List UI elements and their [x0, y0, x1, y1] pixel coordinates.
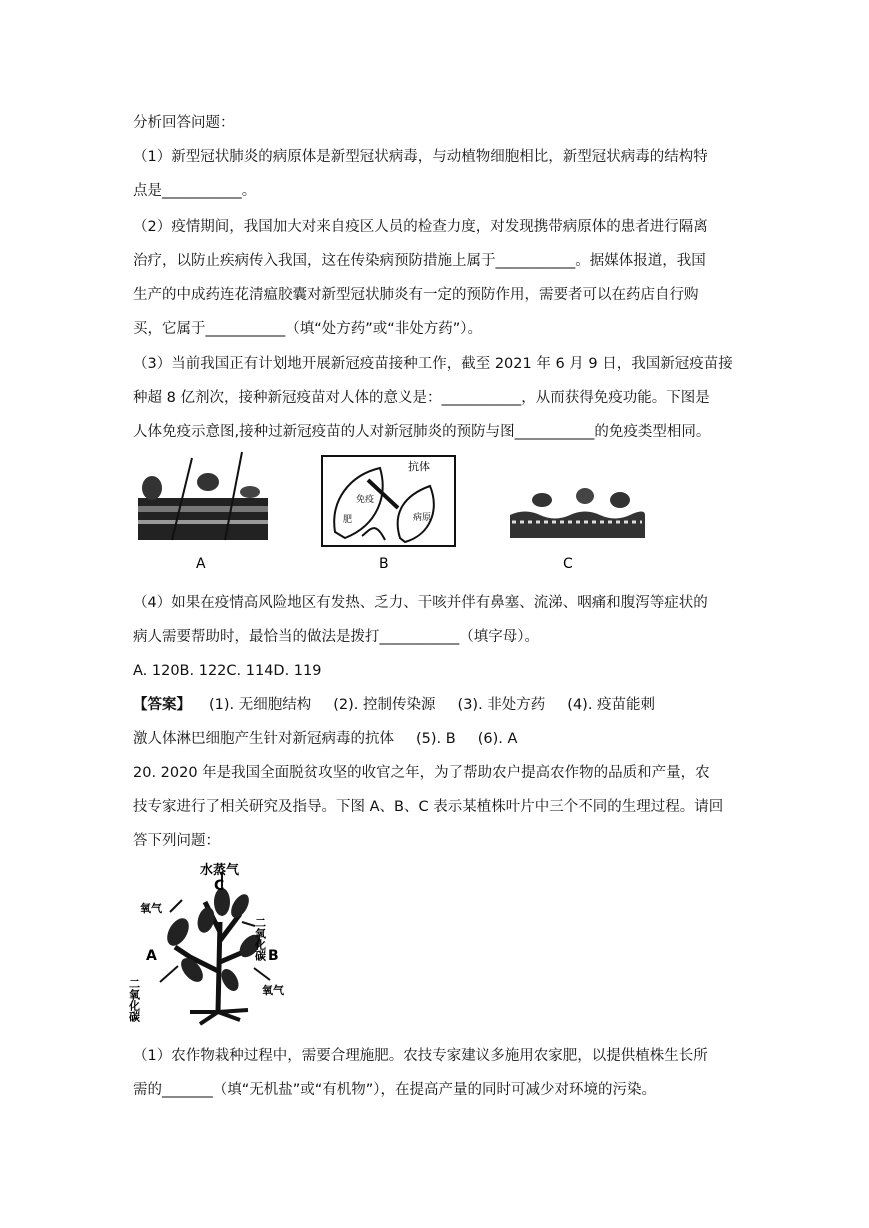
question-3-line-1: （3）当前我国正有计划地开展新冠疫苗接种工作，截至 2021 年 6 月 9 日，我国新冠疫苗接	[133, 356, 733, 372]
process-b-label: B	[268, 948, 279, 964]
answer-item-1: (1). 无细胞结构	[209, 697, 312, 713]
oxygen-label-right: 氧气	[262, 984, 284, 997]
water-vapor-label: 水蒸气	[200, 863, 240, 878]
answer-item-4-continued: 激人体淋巴细胞产生针对新冠病毒的抗体	[133, 731, 394, 747]
answer-line-1	[133, 695, 655, 715]
answer-item-3: (3). 非处方药	[457, 697, 546, 713]
figure-label-b: B	[379, 556, 389, 572]
question-1-line-1: （1）新型冠状肺炎的病原体是新型冠状病毒，与动植物细胞相比，新型冠状病毒的结构特	[133, 149, 708, 165]
answer-item-2: (2). 控制传染源	[333, 697, 436, 713]
process-a-label: A	[146, 948, 157, 964]
plant-figure	[127, 862, 300, 1032]
question-2-line-1: （2）疫情期间，我国加大对来自疫区人员的检查力度，对发现携带病原体的患者进行隔离	[133, 219, 708, 235]
answer-item-5: (5). B	[416, 731, 456, 747]
figure-c-mucosa-illustration	[510, 488, 645, 538]
figure-label-a: A	[196, 556, 206, 572]
question-2-line-3: 生产的中成药连花清瘟胶囊对新型冠状肺炎有一定的预防作用，需要者可以在药店自行购	[133, 287, 699, 303]
question-20-line-2: 技专家进行了相关研究及指导。下图 A、B、C 表示某植株叶片中三个不同的生理过程。请回	[133, 799, 724, 815]
figure-b-antibody-label: 抗体	[408, 460, 430, 473]
figure-b-antibody-illustration	[322, 456, 455, 546]
question-20-line-3: 答下列问题：	[133, 833, 220, 849]
intro-text: 分析回答问题：	[133, 115, 235, 131]
answer-label: 【答案】	[133, 697, 191, 713]
answer-item-6: (6). A	[477, 731, 518, 747]
question-4-options: A. 120B. 122C. 114D. 119	[133, 663, 322, 679]
process-c-label: C	[214, 878, 225, 894]
question-2-line-4: 买，它属于___________（填“处方药”或“非处方药”）。	[133, 321, 483, 337]
question-20-1-line-1: （1）农作物栽种过程中，需要合理施肥。农技专家建议多施用农家肥，以提供植株生长所	[133, 1048, 708, 1064]
figure-label-c: C	[563, 556, 573, 572]
question-20-1-line-2: 需的_______（填“无机盐”或“有机物”），在提高产量的同时可减少对环境的污染。	[133, 1082, 657, 1098]
question-4-line-1: （4）如果在疫情高风险地区有发热、乏力、干咳并伴有鼻塞、流涕、咽痛和腹泻等症状的	[133, 595, 708, 611]
figure-b-pathogen-label: 病原	[413, 513, 432, 523]
answer-line-2	[133, 729, 539, 749]
question-2-line-2: 治疗，以防止疾病传入我国，这在传染病预防措施上属于___________。据媒体报道，我国	[133, 253, 706, 269]
oxygen-label-left: 氧气	[140, 902, 162, 915]
question-3-line-2: 种超 8 亿剂次，接种新冠疫苗对人体的意义是：___________，从而获得免疫功能。下图是	[133, 390, 710, 406]
carbon-dioxide-label-left: 二氧化碳	[127, 978, 141, 1022]
question-3-line-3: 人体免疫示意图,接种过新冠疫苗的人对新冠肺炎的预防与图___________的免疫类型相同。	[133, 424, 711, 440]
answer-item-4: (4). 疫苗能刺	[567, 697, 656, 713]
immunity-figure	[130, 450, 660, 580]
question-20-line-1: 20. 2020 年是我国全面脱贫攻坚的收官之年，为了帮助农户提高农作物的品质和产量，农	[133, 765, 710, 781]
figure-a-skin-illustration	[138, 452, 268, 540]
question-4-line-2: 病人需要帮助时，最恰当的做法是拨打___________（填字母）。	[133, 629, 539, 645]
figure-b-fat-label: 肥	[343, 515, 353, 525]
figure-b-immune-label: 免疫	[356, 495, 375, 505]
question-1-line-2: 点是___________。	[133, 183, 257, 199]
carbon-dioxide-label-right: 二氧化碳	[253, 917, 267, 961]
